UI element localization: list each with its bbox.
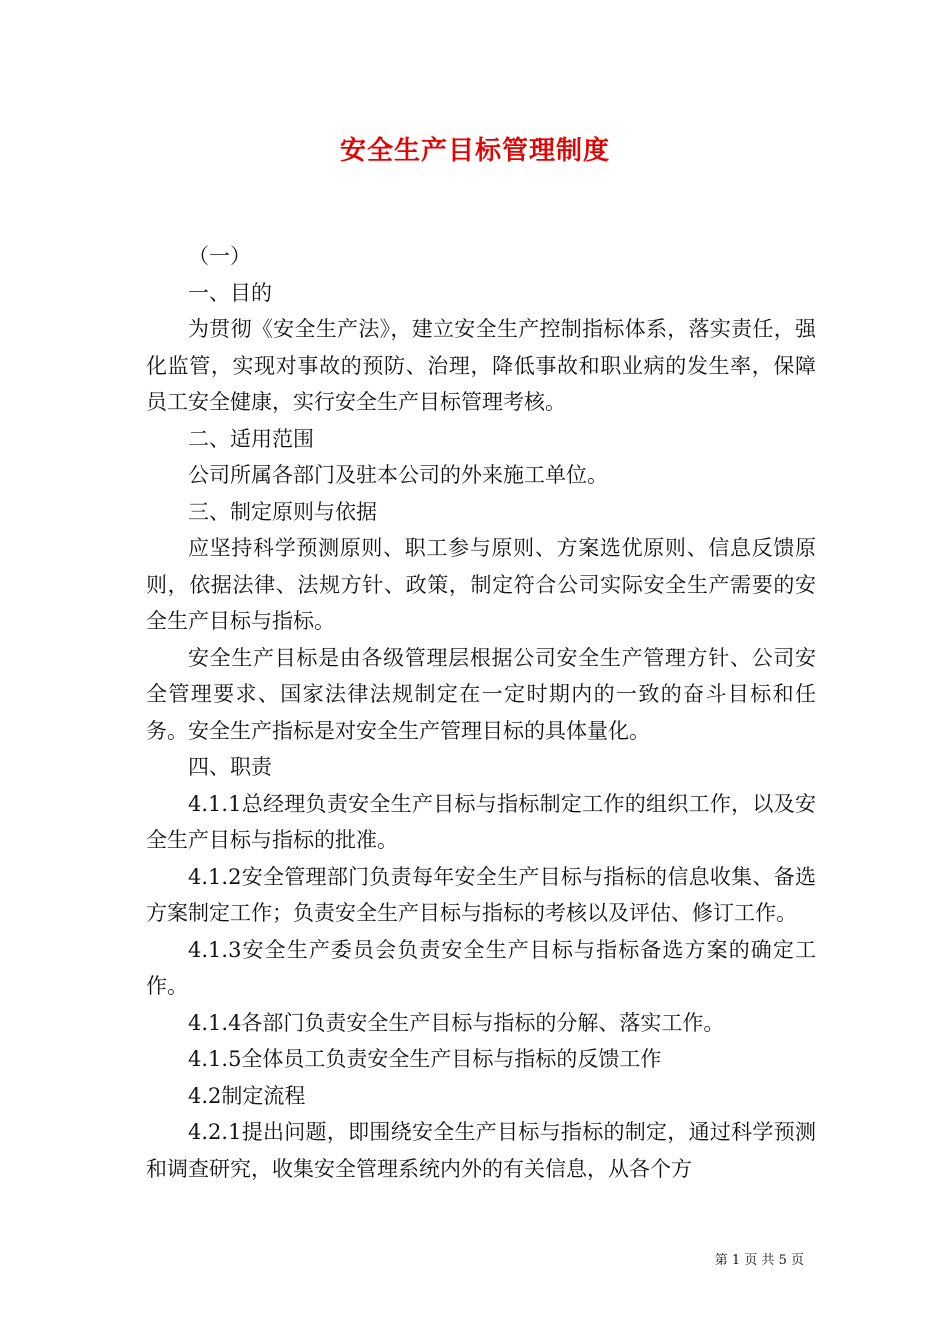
section-heading: 二、适用范围	[188, 426, 314, 451]
section-heading: 一、目的	[188, 280, 272, 305]
paragraph: 应坚持科学预测原则、职工参与原则、方案选优原则、信息反馈原则，依据法律、法规方针、政策，制定符合公司实际安全生产需要的安全生产目标与指标。	[146, 536, 816, 633]
section-heading: 三、制定原则与依据	[188, 499, 377, 524]
paragraph: 4.1.5全体员工负责安全生产目标与指标的反馈工作	[188, 1047, 662, 1071]
paragraph: 公司所属各部门及驻本公司的外来施工单位。	[188, 463, 608, 487]
paragraph: （一）	[188, 244, 251, 268]
paragraph: 4.1.4各部门负责安全生产目标与指标的分解、落实工作。	[188, 1010, 725, 1035]
paragraph: 4.1.2安全管理部门负责每年安全生产目标与指标的信息收集、备选方案制定工作；负责安全生产目标与指标的考核以及评估、修订工作。	[146, 864, 816, 925]
document-title: 安全生产目标管理制度	[339, 136, 610, 166]
section-heading: 四、职责	[188, 755, 272, 779]
page-number: 第 1 页 共 5 页	[714, 1253, 804, 1268]
paragraph: 4.2.1提出问题，即围绕安全生产目标与指标的制定，通过科学预测和调查研究，收集安全管理系统内外的有关信息，从各个方	[146, 1120, 816, 1181]
document-body	[146, 238, 816, 1187]
section-heading: 4.2制定流程	[188, 1083, 306, 1108]
paragraph: 为贯彻《安全生产法》，建立安全生产控制指标体系，落实责任，强化监管，实现对事故的预防、治理，降低事故和职业病的发生率，保障员工安全健康，实行安全生产目标管理考核。	[146, 317, 816, 414]
paragraph: 4.1.3安全生产委员会负责安全生产目标与指标备选方案的确定工作。	[146, 937, 816, 998]
paragraph: 4.1.1总经理负责安全生产目标与指标制定工作的组织工作，以及安全生产目标与指标的批准。	[146, 791, 816, 852]
page-footer	[715, 1249, 804, 1268]
paragraph: 安全生产目标是由各级管理层根据公司安全生产管理方针、公司安全管理要求、国家法律法规制定在一定时期内的一致的奋斗目标和任务。安全生产指标是对安全生产管理目标的具体量化。	[146, 645, 816, 743]
